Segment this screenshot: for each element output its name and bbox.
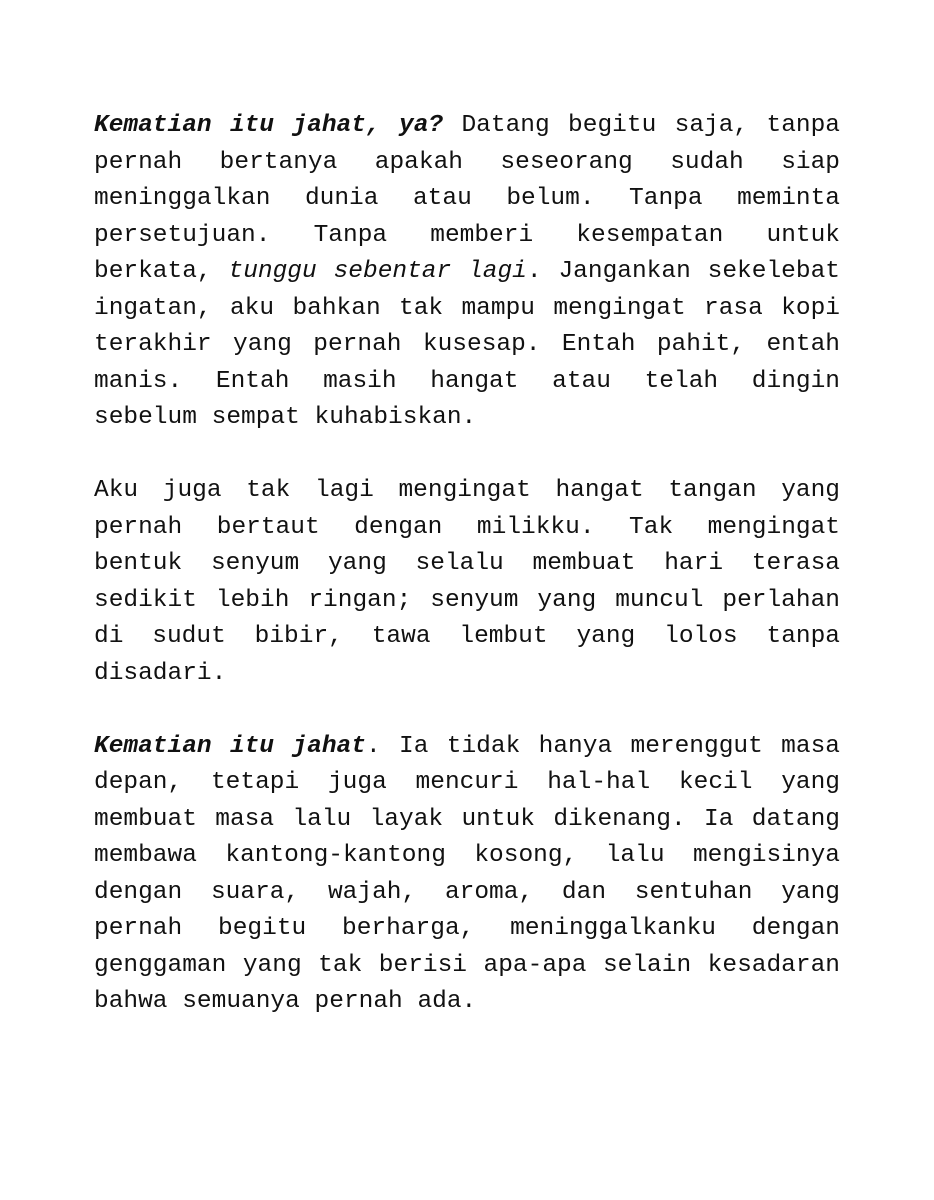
paragraph-1-text-a: Datang begitu saja, tanpa pernah bertanya apakah seseorang sudah siap meninggalkan dunia atau belum. Tanpa meminta persetujuan. Tanpa memberi kesempatan untuk berkata,: [94, 112, 841, 285]
paragraph-2: [94, 473, 840, 692]
paragraph-2-text: Aku juga tak lagi mengingat hangat tangan yang pernah bertaut dengan milikku. Tak mengingat bentuk senyum yang selalu membuat hari terasa sedikit lebih ringan; senyum yang muncul perlahan di sudut bibir, tawa lembut yang lolos tanpa disadari.: [94, 477, 840, 687]
paragraph-1: [94, 108, 840, 437]
document-page: [94, 108, 840, 1021]
paragraph-3-text: . Ia tidak hanya merenggut masa depan, tetapi juga mencuri hal-hal kecil yang membuat masa lalu layak untuk dikenang. Ia datang membawa kantong-kantong kosong, lalu mengisinya dengan suara, wajah, aroma, dan sentuhan yang pernah begitu berharga, meninggalkanku dengan genggaman yang tak berisi apa-apa selain kesadaran bahwa semuanya pernah ada.: [94, 732, 840, 1015]
paragraph-1-text-b: . Jangankan sekelebat ingatan, aku bahkan tak mampu mengingat rasa kopi terakhir yang pernah kusesap. Entah pahit, entah manis. Entah masih hangat atau telah dingin sebelum sempat kuhabiskan.: [94, 258, 840, 431]
paragraph-3-lead: Kematian itu jahat: [94, 732, 366, 760]
paragraph-1-emphasis: tunggu sebentar lagi: [228, 258, 527, 285]
paragraph-1-lead: Kematian itu jahat, ya?: [94, 112, 444, 139]
paragraph-3: [94, 729, 840, 1021]
